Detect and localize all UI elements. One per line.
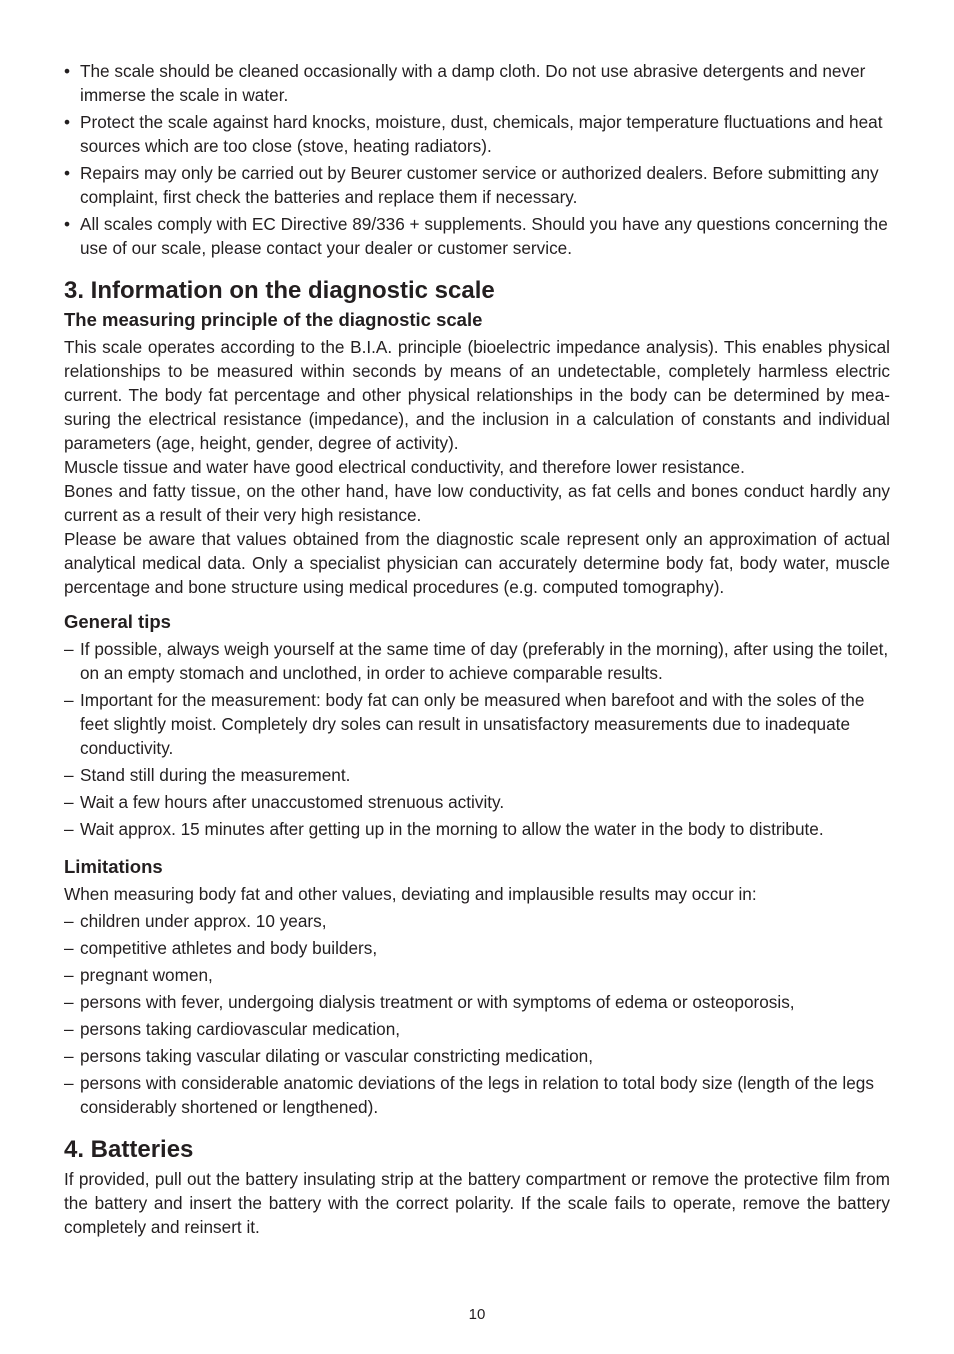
principle-paragraph: This scale operates according to the B.I.A. principle (bioelectric impedance analysis). This enables physical relationships to be measured within seconds by means of an undetectable, completely harmless electric current. The body fat percentage and other physical relationships in the body can be determined by measuring the electrical resistance (impedance), and the inclusion in a calculation of constants and individual parameters (age, height, gender, degree of activity). [64, 337, 890, 453]
list-item: – persons with fever, undergoing dialysis treatment or with symptoms of edema or osteoporosis, [64, 992, 795, 1012]
section-4-heading: 4. Batteries [64, 1136, 194, 1163]
general-tips-list [64, 637, 890, 841]
list-item: • Repairs may only be carried out by Beurer customer service or authorized dealers. Before submitting any complaint, first check the batteries and replace them if necessary. [64, 163, 879, 207]
dash-marker: – [64, 1046, 74, 1066]
list-item: – persons with considerable anatomic deviations of the legs in relation to total body size (length of the legs considerably shortened or lengthened). [64, 1073, 874, 1117]
dash-marker: – [64, 819, 74, 839]
care-bullet-list [64, 59, 890, 260]
bullet-marker: • [64, 61, 71, 81]
dash-marker: – [64, 765, 74, 785]
muscle-paragraph: Muscle tissue and water have good electrical conductivity, and therefore lower resistance. [64, 457, 745, 477]
dash-marker: – [64, 938, 74, 958]
list-item: – Wait approx. 15 minutes after getting up in the morning to allow the water in the body to distribute. [64, 819, 824, 839]
page-number: 10 [468, 1306, 486, 1323]
bullet-marker: • [64, 214, 71, 234]
list-item: – persons taking vascular dilating or vascular constricting medication, [64, 1046, 594, 1066]
bullet-marker: • [64, 112, 71, 132]
list-item: – competitive athletes and body builders, [64, 938, 378, 958]
approximation-paragraph: Please be aware that values obtained from the diagnostic scale represent only an approximation of actual analytical medical data. Only a specialist physician can accurately determine body fat, body water, muscle percentage and bone structure using medical procedures (e.g. computed tomography). [64, 529, 890, 597]
dash-marker: – [64, 639, 74, 659]
list-item: – persons taking cardiovascular medication, [64, 1019, 401, 1039]
dash-marker: – [64, 1019, 74, 1039]
section-3-heading: 3. Information on the diagnostic scale [64, 277, 495, 304]
bullet-marker: • [64, 163, 71, 183]
limitations-heading: Limitations [64, 856, 163, 877]
bones-paragraph: Bones and fatty tissue, on the other hand, have low conductivity, as fat cells and bones conduct hardly any current as a result of their very high resistance. [64, 481, 890, 525]
limitations-list [64, 909, 890, 1119]
dash-marker: – [64, 1073, 74, 1093]
dash-marker: – [64, 992, 74, 1012]
limitations-intro: When measuring body fat and other values, deviating and implausible results may occur in: [64, 884, 757, 904]
batteries-paragraph: If provided, pull out the battery insulating strip at the battery compartment or remove the protective film from the battery and insert the battery with the correct polarity. If the scale fails to operate, remove the battery completely and reinsert it. [64, 1169, 890, 1237]
dash-marker: – [64, 965, 74, 985]
dash-marker: – [64, 690, 74, 710]
measuring-principle-heading: The measuring principle of the diagnostic scale [64, 309, 483, 330]
list-item: – Wait a few hours after unaccustomed strenuous activity. [64, 792, 505, 812]
list-item: – pregnant women, [64, 965, 213, 985]
list-item: – children under approx. 10 years, [64, 911, 327, 931]
list-item: – Stand still during the measurement. [64, 765, 351, 785]
dash-marker: – [64, 792, 74, 812]
list-item: – If possible, always weigh yourself at the same time of day (preferably in the morning), after using the toilet, on an empty stomach and unclothed, in order to achieve comparable results. [64, 639, 889, 683]
list-item: – Important for the measurement: body fat can only be measured when barefoot and with the soles of the feet slightly moist. Completely dry soles can result in unsatisfactory measurements due to inadequate conductivity. [64, 690, 865, 758]
dash-marker: – [64, 911, 74, 931]
general-tips-heading: General tips [64, 611, 171, 632]
list-item: • The scale should be cleaned occasionally with a damp cloth. Do not use abrasive detergents and never immerse the scale in water. [64, 61, 866, 105]
list-item: • All scales comply with EC Directive 89/336 + supplements. Should you have any questions concerning the use of our scale, please contact your dealer or customer service. [64, 214, 888, 258]
list-item: • Protect the scale against hard knocks, moisture, dust, chemicals, major temperature fluctuations and heat sources which are too close (stove, heating radiators). [64, 112, 883, 156]
document-page [64, 59, 890, 1239]
